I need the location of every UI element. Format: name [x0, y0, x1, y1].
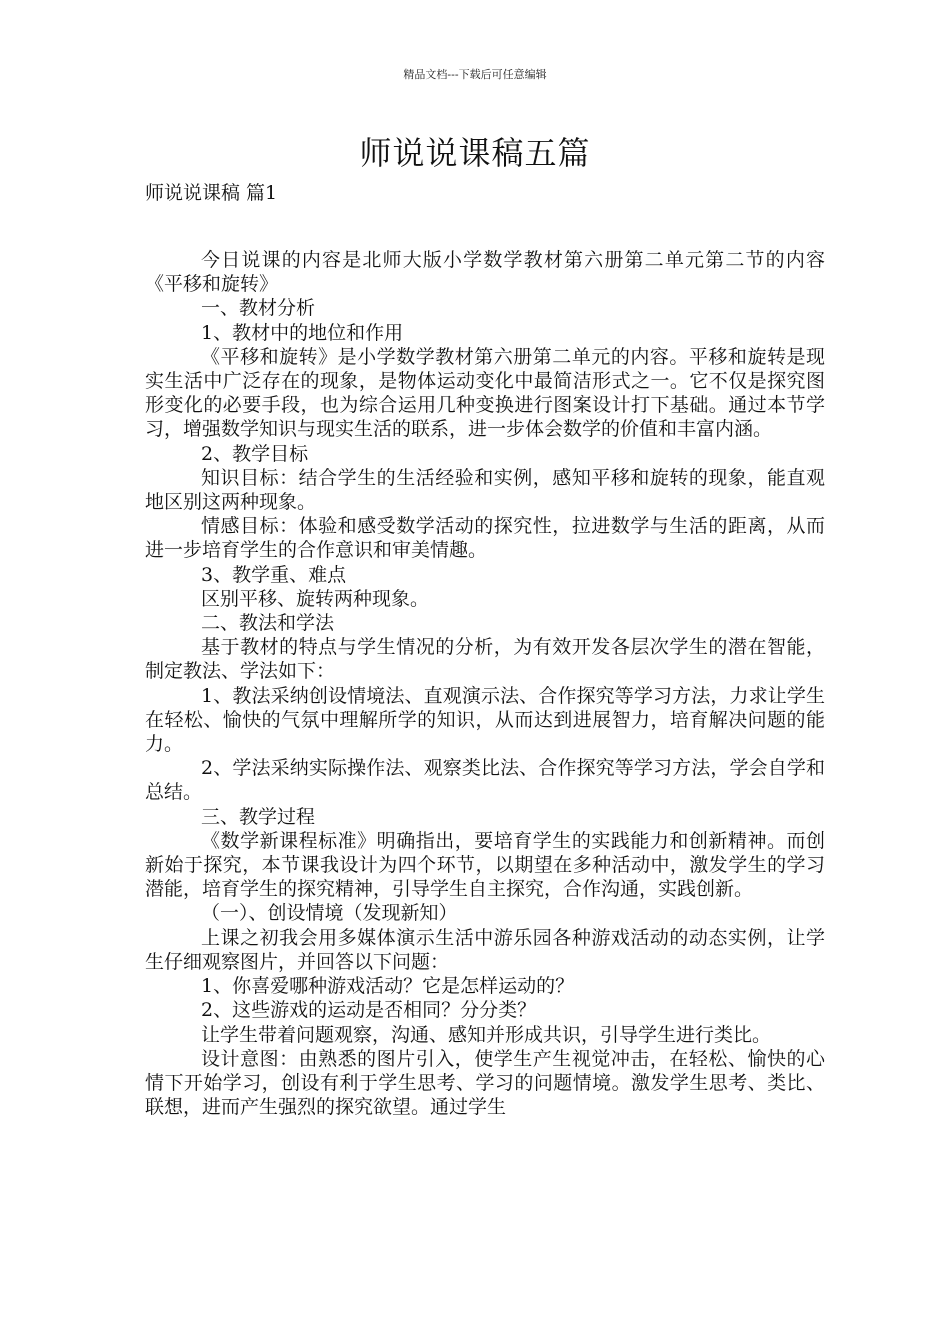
- paragraph: 设计意图：由熟悉的图片引入，使学生产生视觉冲击，在轻松、愉快的心情下开始学习，创设有利于学生思考、学习的问题情境。激发学生思考、类比、联想，进而产生强烈的探究欲望。通过学生: [145, 1047, 825, 1119]
- paragraph: 知识目标：结合学生的生活经验和实例，感知平移和旋转的现象，能直观地区别这两种现象。: [145, 466, 825, 514]
- paragraph: 3、教学重、难点: [201, 563, 347, 586]
- paragraph: 二、教法和学法: [201, 612, 335, 635]
- paragraph: 区别平移、旋转两种现象。: [201, 587, 430, 610]
- section-heading: 师说说课稿 篇1: [145, 182, 278, 204]
- paragraph: 2、这些游戏的运动是否相同？分分类？: [201, 999, 537, 1022]
- paragraph: 上课之初我会用多媒体演示生活中游乐园各种游戏活动的动态实例，让学生仔细观察图片，并回答以下问题：: [145, 926, 825, 973]
- paragraph: 2、教学目标: [201, 442, 309, 465]
- document-title: 师说说课稿五篇: [359, 134, 591, 172]
- paragraph: 情感目标：体验和感受数学活动的探究性，拉进数学与生活的距离，从而进一步培育学生的合作意识和审美情趣。: [145, 515, 825, 562]
- paragraph: 让学生带着问题观察，沟通、感知并形成共识，引导学生进行类比。: [201, 1023, 772, 1046]
- paragraph: 《数学新课程标准》明确指出，要培育学生的实践能力和创新精神。而创新始于探究，本节课我设计为四个环节，以期望在多种活动中，激发学生的学习潜能，培育学生的探究精神，引导学生自主探究，合作沟通，实践创新。: [145, 829, 825, 901]
- paragraph: 1、教材中的地位和作用: [201, 321, 404, 344]
- document-body: [145, 248, 825, 1119]
- paragraph: 基于教材的特点与学生情况的分析，为有效开发各层次学生的潜在智能，制定教法、学法如下：: [145, 636, 825, 683]
- paragraph: 1、教法采纳创设情境法、直观演示法、合作探究等学习方法，力求让学生在轻松、愉快的气氛中理解所学的知识，从而达到进展智力，培育解决问题的能力。: [145, 684, 825, 756]
- paragraph: 1、你喜爱哪种游戏活动？它是怎样运动的？: [201, 975, 575, 998]
- paragraph: 《平移和旋转》是小学数学教材第六册第二单元的内容。平移和旋转是现实生活中广泛存在的现象，是物体运动变化中最简洁形式之一。它不仅是探究图形变化的必要手段，也为综合运用几种变换进行图案设计打下基础。通过本节学习，增强数学知识与现实生活的联系，进一步体会数学的价值和丰富内涵。: [145, 345, 825, 441]
- paragraph: 一、教材分析: [201, 297, 316, 320]
- paragraph: 三、教学过程: [201, 805, 316, 828]
- paragraph: （一）、创设情境（发现新知）: [201, 902, 458, 925]
- paragraph: 今日说课的内容是北师大版小学数学教材第六册第二单元第二节的内容《平移和旋转》: [145, 249, 825, 296]
- paragraph: 2、学法采纳实际操作法、观察类比法、合作探究等学习方法，学会自学和总结。: [145, 757, 825, 804]
- header-note: 精品文档---下载后可任意编辑: [403, 68, 547, 81]
